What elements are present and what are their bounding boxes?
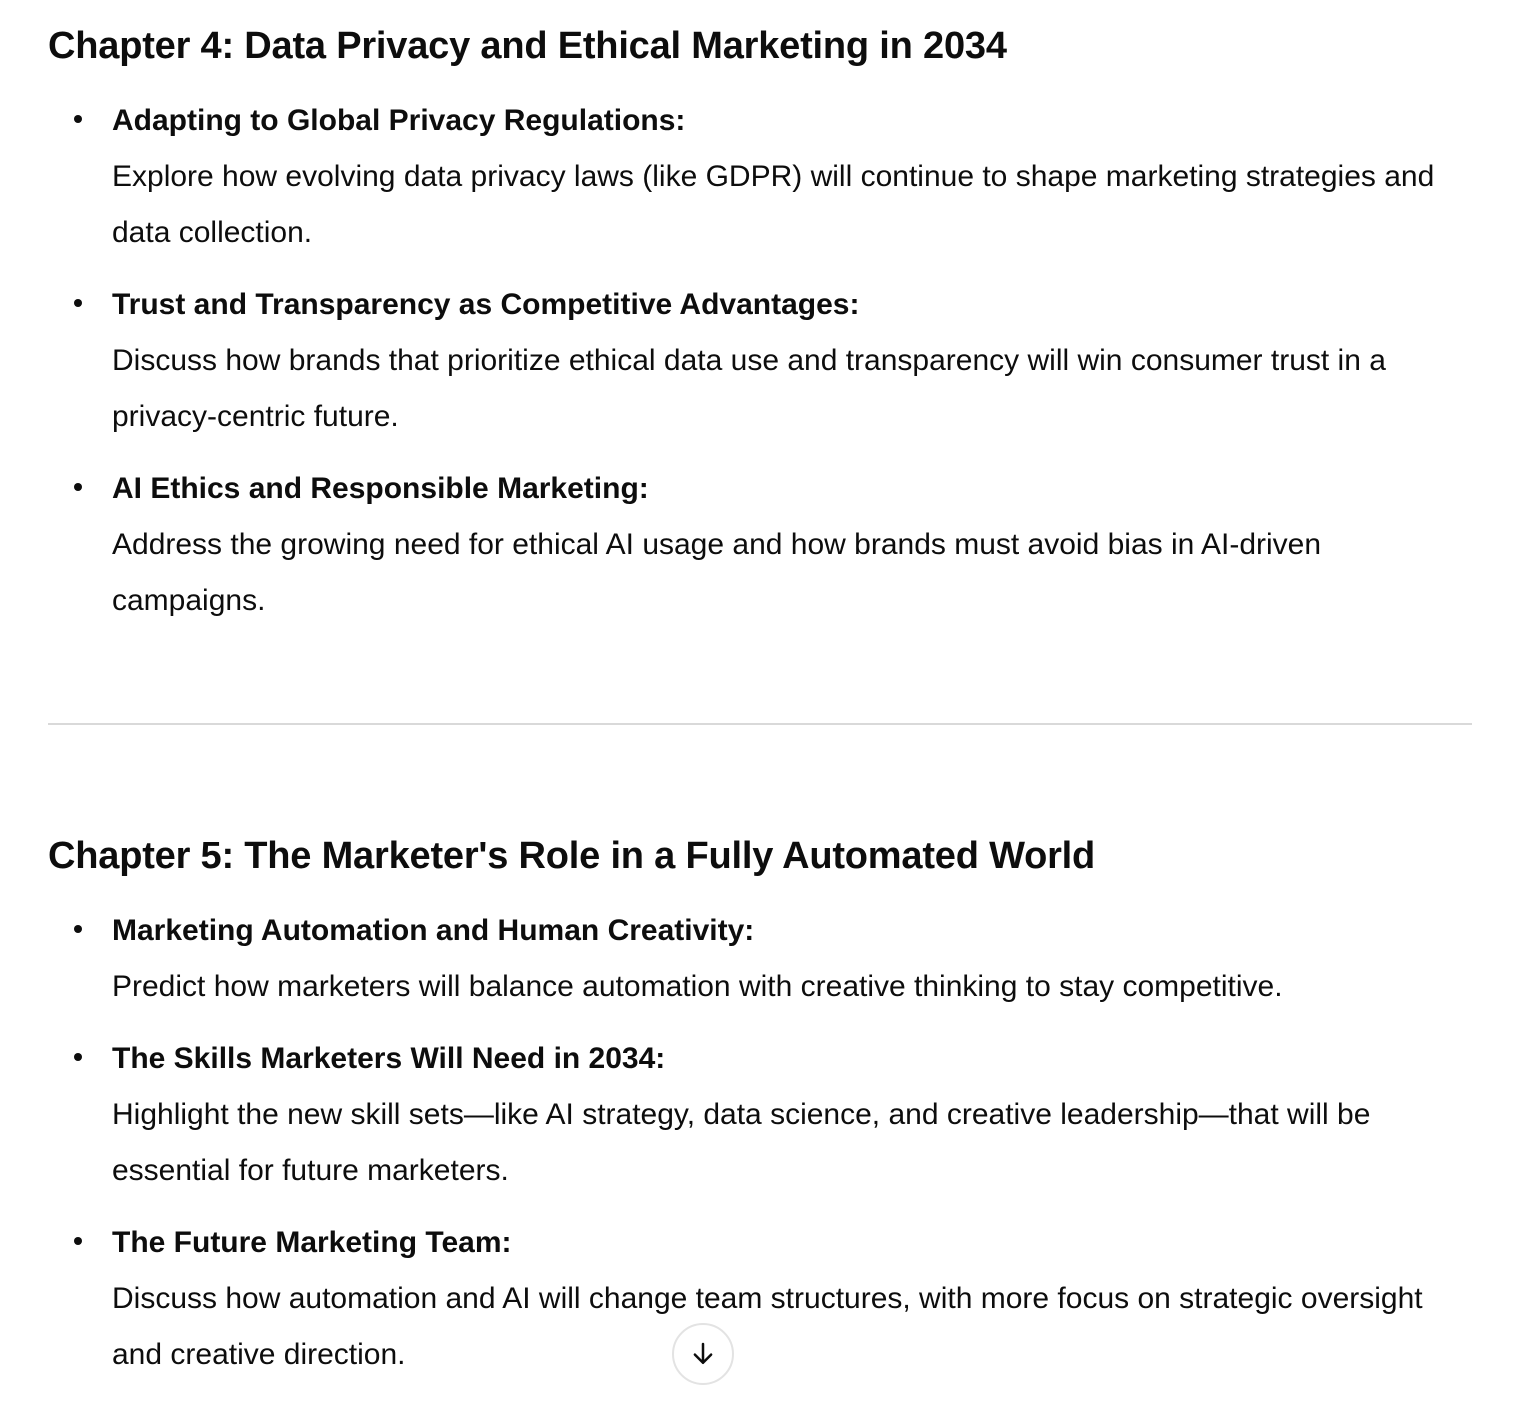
section-divider bbox=[48, 723, 1472, 725]
item-description: Predict how marketers will balance automation with creative thinking to stay competitive. bbox=[112, 970, 1283, 1003]
list-item bbox=[48, 277, 1472, 445]
item-description: Discuss how brands that prioritize ethical data use and transparency will win consumer trust in a privacy-centric future. bbox=[112, 344, 1386, 433]
bullet-icon bbox=[74, 1053, 82, 1061]
item-heading: The Skills Marketers Will Need in 2034: bbox=[112, 1042, 666, 1075]
item-heading: AI Ethics and Responsible Marketing: bbox=[112, 472, 649, 505]
item-description: Address the growing need for ethical AI usage and how brands must avoid bias in AI-driven campaigns. bbox=[112, 528, 1322, 617]
item-description: Highlight the new skill sets—like AI strategy, data science, and creative leadership—that will be essential for future marketers. bbox=[112, 1098, 1371, 1187]
chapter-5-title: Chapter 5: The Marketer's Role in a Fully Automated World bbox=[48, 835, 1096, 877]
bullet-icon bbox=[74, 483, 82, 491]
bullet-icon bbox=[74, 115, 82, 123]
scroll-to-bottom-button[interactable] bbox=[672, 1323, 734, 1385]
list-item bbox=[48, 93, 1472, 261]
item-description: Explore how evolving data privacy laws (like GDPR) will continue to shape marketing strategies and data collection. bbox=[112, 160, 1435, 249]
chapter-5-list bbox=[48, 903, 1472, 1399]
item-description: Discuss how automation and AI will change team structures, with more focus on strategic oversight and creative direction. bbox=[112, 1282, 1423, 1371]
item-heading: The Future Marketing Team: bbox=[112, 1226, 512, 1259]
chapter-4-list bbox=[48, 93, 1472, 645]
list-item bbox=[48, 1031, 1472, 1199]
bullet-icon bbox=[74, 299, 82, 307]
list-item bbox=[48, 461, 1472, 629]
list-item bbox=[48, 903, 1472, 1015]
bullet-icon bbox=[74, 1237, 82, 1245]
item-heading: Adapting to Global Privacy Regulations: bbox=[112, 104, 686, 137]
bullet-icon bbox=[74, 925, 82, 933]
item-heading: Marketing Automation and Human Creativity: bbox=[112, 914, 755, 947]
arrow-down-icon bbox=[688, 1339, 718, 1369]
chapter-4-title: Chapter 4: Data Privacy and Ethical Marketing in 2034 bbox=[48, 25, 1007, 67]
item-heading: Trust and Transparency as Competitive Advantages: bbox=[112, 288, 860, 321]
list-item bbox=[48, 1215, 1472, 1383]
